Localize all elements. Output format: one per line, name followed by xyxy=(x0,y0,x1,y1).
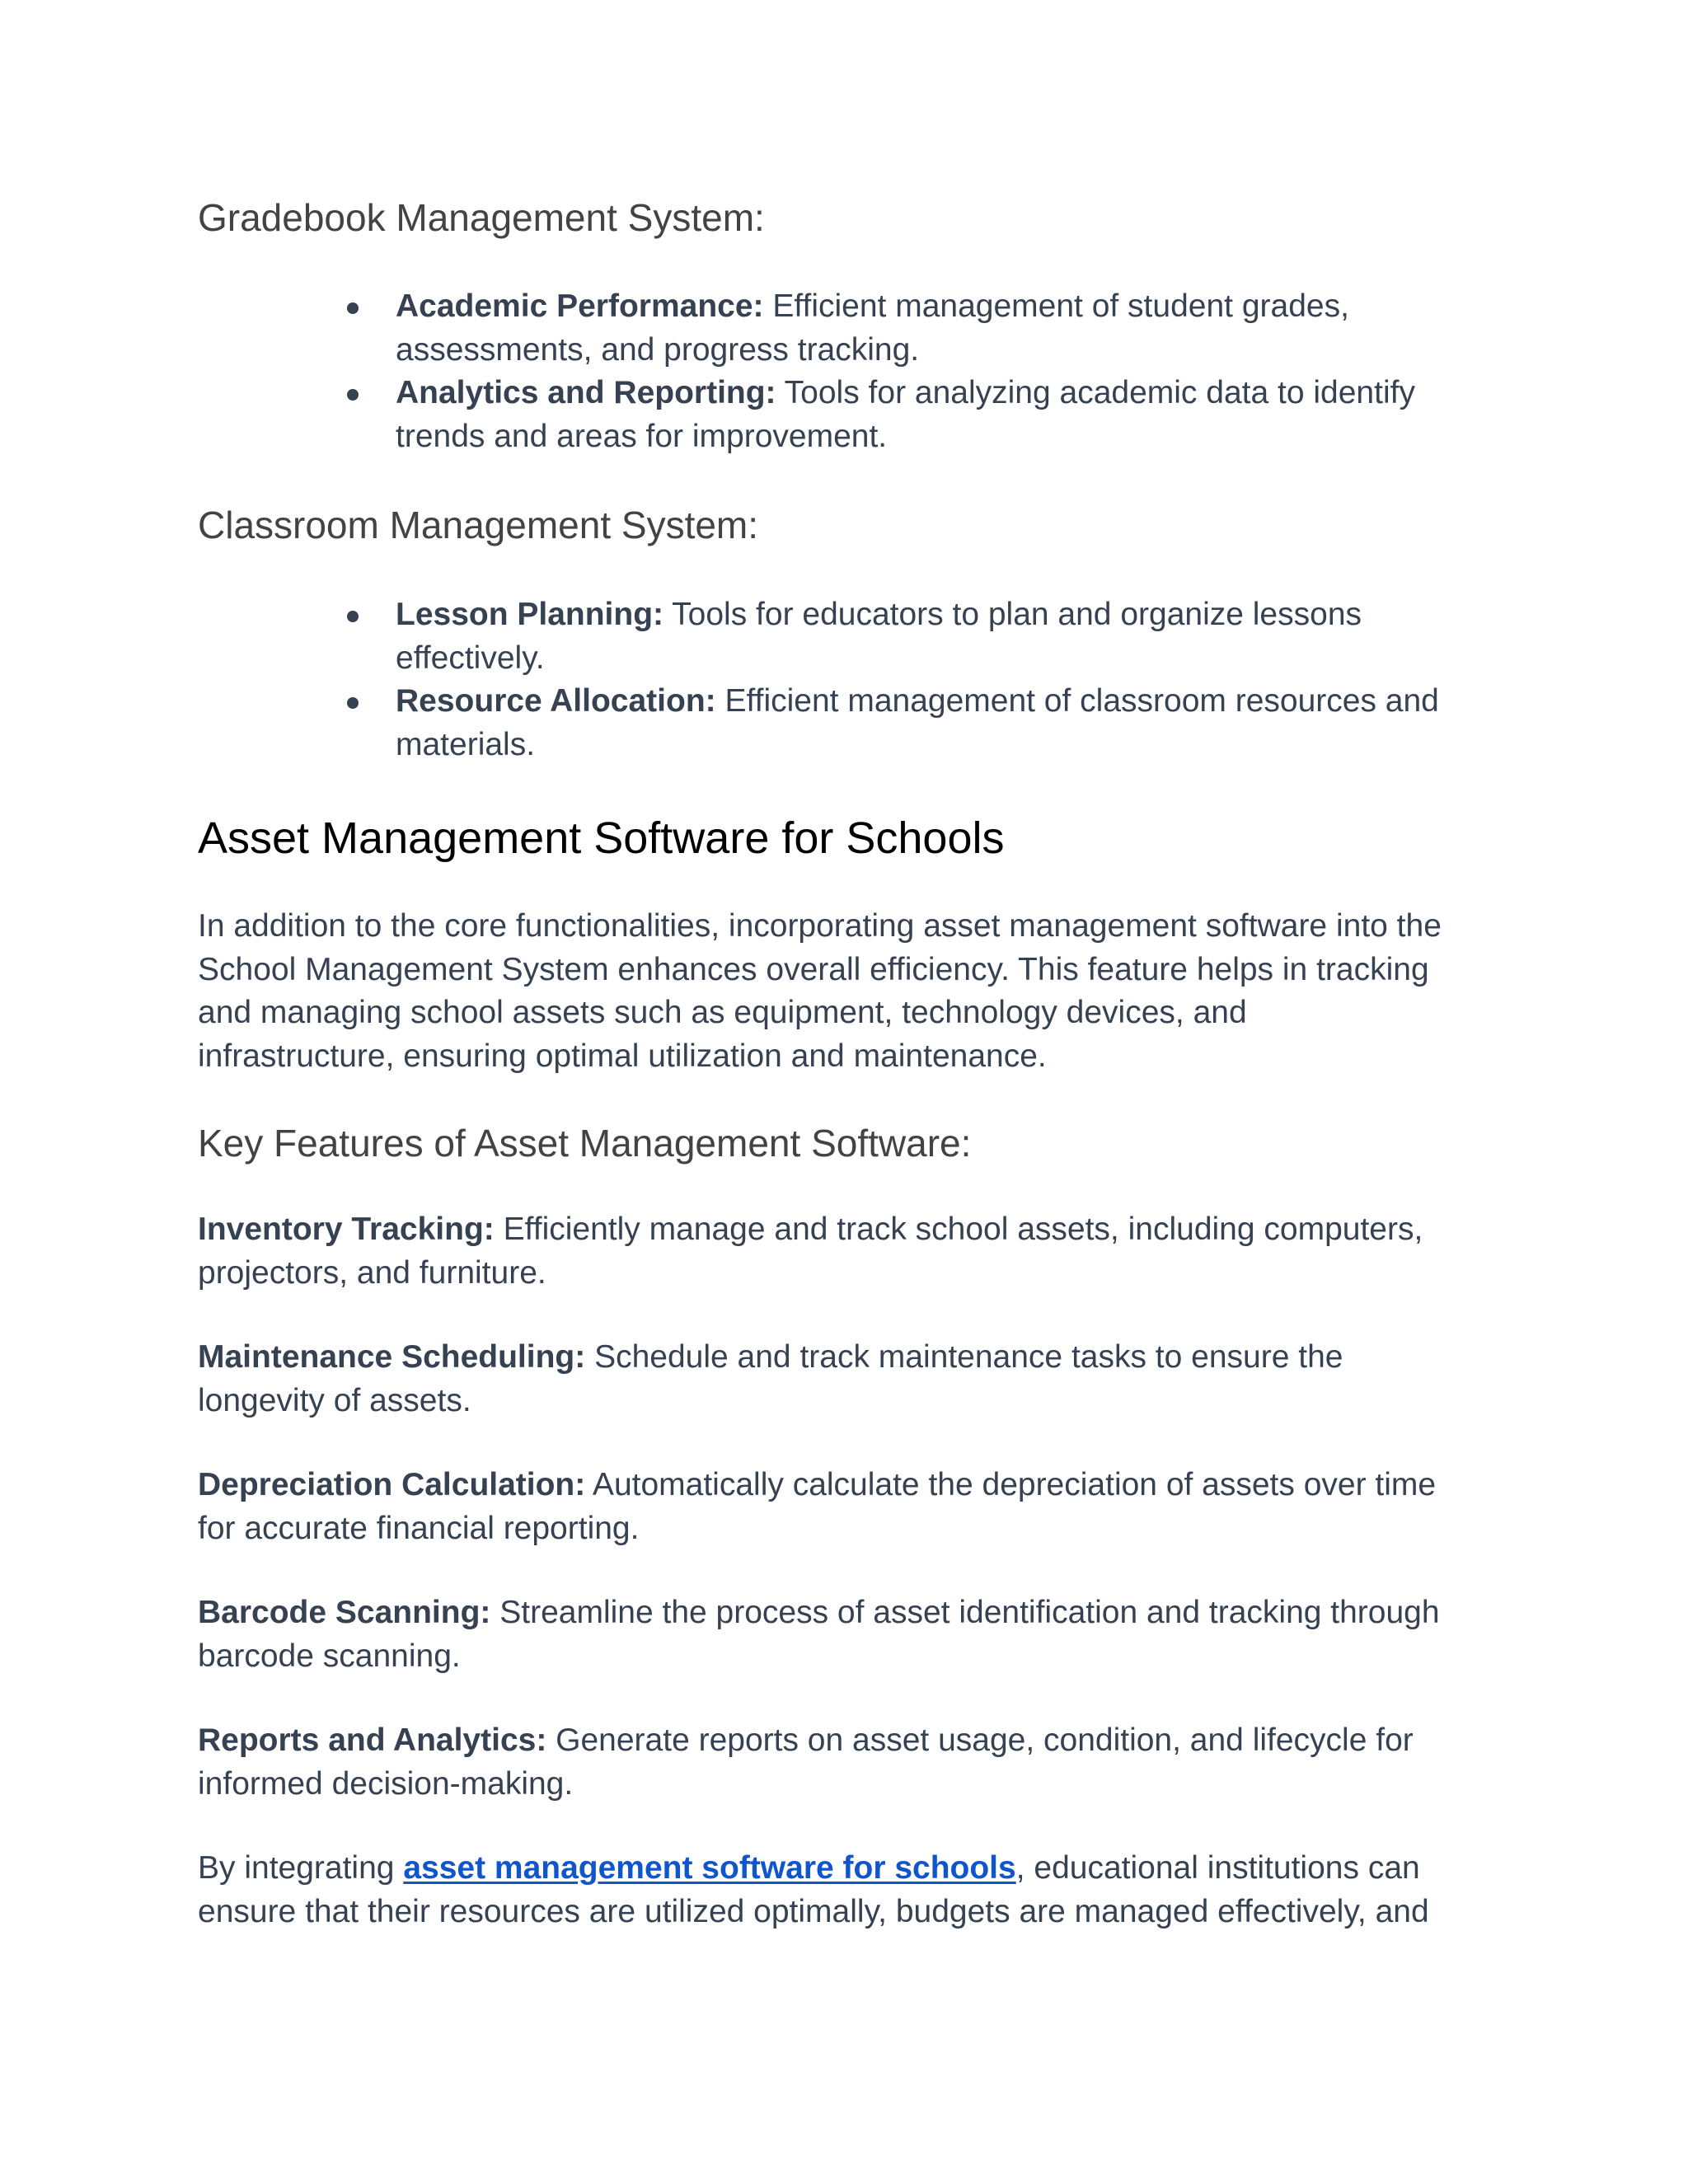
bullet-dot xyxy=(347,302,359,314)
intro-line: In addition to the core functionalities, incorporating asset management software into the xyxy=(198,908,1442,944)
classroom-heading: Classroom Management System: xyxy=(198,504,759,546)
feature-text: Automatically calculate the depreciation of assets over time xyxy=(585,1467,1437,1502)
bullet-text: assessments, and progress tracking. xyxy=(396,331,920,368)
feature-text: barcode scanning. xyxy=(198,1638,461,1674)
bullet-term: Analytics and Reporting: xyxy=(396,375,776,410)
feature-term: Barcode Scanning: xyxy=(198,1595,491,1630)
feature-text: informed decision-making. xyxy=(198,1765,574,1802)
asset-management-software-link[interactable]: asset management software for schools xyxy=(403,1850,1016,1886)
feature-text: for accurate financial reporting. xyxy=(198,1510,640,1546)
bullet-academic-performance xyxy=(396,285,1500,372)
feature-text: Streamline the process of asset identification and tracking through xyxy=(490,1595,1440,1630)
bullet-text: trends and areas for improvement. xyxy=(396,418,888,454)
feature-text: Schedule and track maintenance tasks to ensure the xyxy=(585,1339,1343,1375)
closing-paragraph xyxy=(198,1847,1500,1933)
classroom-bullet-list xyxy=(396,593,1500,766)
bullet-text: Tools for analyzing academic data to identify xyxy=(776,375,1415,410)
intro-line: and managing school assets such as equipment, technology devices, and xyxy=(198,995,1247,1030)
asset-intro-paragraph xyxy=(198,905,1500,1078)
bullet-term: Lesson Planning: xyxy=(396,597,664,632)
feature-reports-analytics xyxy=(198,1719,1500,1806)
bullet-text: Efficient management of student grades, xyxy=(763,288,1349,324)
feature-text: projectors, and furniture. xyxy=(198,1254,546,1291)
intro-line: School Management System enhances overall efficiency. This feature helps in tracking xyxy=(198,951,1429,987)
gradebook-heading: Gradebook Management System: xyxy=(198,196,765,239)
bullet-dot xyxy=(347,611,359,622)
intro-line: infrastructure, ensuring optimal utilization and maintenance. xyxy=(198,1038,1047,1074)
closing-text: , educational institutions can xyxy=(1015,1850,1420,1886)
bullet-lesson-planning xyxy=(396,593,1500,680)
bullet-resource-allocation xyxy=(396,680,1500,766)
bullet-dot xyxy=(347,697,359,709)
closing-text: By integrating xyxy=(198,1850,404,1886)
feature-depreciation-calculation xyxy=(198,1464,1500,1550)
bullet-analytics-reporting xyxy=(396,372,1500,458)
gradebook-bullet-list xyxy=(396,285,1500,458)
bullet-text: effectively. xyxy=(396,640,545,676)
closing-text: ensure that their resources are utilized optimally, budgets are managed effectively, and xyxy=(198,1893,1429,1929)
feature-term: Inventory Tracking: xyxy=(198,1212,495,1247)
feature-text: Generate reports on asset usage, condition, and lifecycle for xyxy=(546,1722,1414,1758)
bullet-text: Tools for educators to plan and organize lessons xyxy=(663,597,1362,632)
bullet-dot xyxy=(347,389,359,401)
feature-text: Efficiently manage and track school assets, including computers, xyxy=(494,1212,1423,1247)
feature-maintenance-scheduling xyxy=(198,1336,1500,1422)
feature-term: Depreciation Calculation: xyxy=(198,1467,586,1502)
bullet-term: Resource Allocation: xyxy=(396,683,716,719)
feature-term: Maintenance Scheduling: xyxy=(198,1339,586,1375)
feature-text: longevity of assets. xyxy=(198,1382,471,1418)
feature-inventory-tracking xyxy=(198,1208,1500,1295)
bullet-text: Efficient management of classroom resources and xyxy=(715,683,1439,719)
feature-barcode-scanning xyxy=(198,1591,1500,1678)
key-features-heading: Key Features of Asset Management Software: xyxy=(198,1122,972,1165)
bullet-text: materials. xyxy=(396,726,536,762)
bullet-term: Academic Performance: xyxy=(396,288,764,324)
feature-term: Reports and Analytics: xyxy=(198,1722,547,1758)
asset-heading: Asset Management Software for Schools xyxy=(198,813,1005,863)
